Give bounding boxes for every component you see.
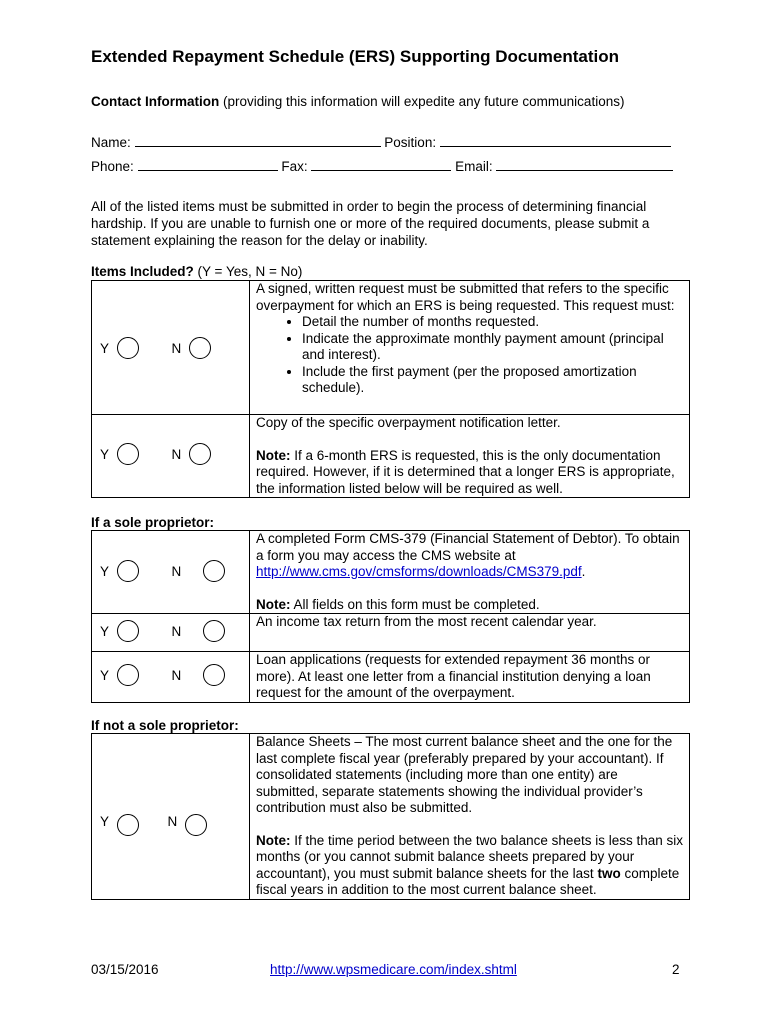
table-row (92, 531, 690, 614)
requirement-text: Loan applications (requests for extended repayment 36 months or more). At least one letter from a financial institution denying a loan request for the amount of the overpayment. (256, 652, 651, 700)
list-item: • Indicate the approximate monthly payment amount (principal and interest). (302, 331, 683, 364)
requirement-cell (250, 734, 690, 900)
yes-letter: Y (100, 667, 110, 683)
contact-note: (providing this information will expedite any future communications) (223, 94, 625, 109)
phone-label: Phone: (91, 159, 134, 174)
table-row (92, 734, 690, 900)
name-position-line (91, 135, 671, 150)
phone-field[interactable] (138, 159, 278, 171)
yes-radio[interactable] (117, 337, 139, 359)
note-text-before: If the time period between the two balance sheets is less than six months (or you cannot submit balance sheets prepared by your accountant), you must submit balance sheets for the last (256, 832, 683, 881)
requirement-list (256, 314, 683, 397)
table-row (92, 614, 690, 652)
requirement-cell (250, 531, 690, 614)
email-field[interactable] (496, 159, 673, 171)
fax-label: Fax: (281, 159, 308, 174)
requirement-intro: A signed, written request must be submitted that refers to the specific overpayment for which an ERS is being requested. This request must: (256, 281, 675, 313)
note-label: Note: (256, 596, 291, 612)
items-included-heading (91, 264, 302, 279)
intro-paragraph: All of the listed items must be submitted in order to begin the process of determining financial hardship. If you are unable to furnish one or more of the required documents, please submit a statement explaining the reason for the delay or inability. (91, 199, 650, 248)
contact-info-heading (91, 94, 624, 109)
yes-radio[interactable] (117, 664, 139, 686)
no-letter: N (171, 667, 182, 683)
contact-heading-label: Contact Information (91, 94, 220, 109)
yn-cell (92, 281, 250, 415)
sole-proprietor-heading: If a sole proprietor: (91, 515, 215, 530)
yn-cell (92, 652, 250, 703)
no-letter: N (171, 340, 182, 356)
name-field[interactable] (135, 135, 381, 147)
phone-fax-email-line (91, 159, 673, 174)
note-label: Note: (256, 447, 291, 463)
no-radio[interactable] (189, 337, 211, 359)
yn-choice (100, 620, 225, 642)
page-title: Extended Repayment Schedule (ERS) Supporting Documentation (91, 47, 619, 66)
yn-cell (92, 734, 250, 900)
list-item: • Detail the number of months requested. (302, 314, 683, 331)
note-label: Note: (256, 832, 291, 848)
yn-cell (92, 415, 250, 498)
yes-letter: Y (100, 340, 110, 356)
footer-date: 03/15/2016 (91, 962, 159, 977)
yn-choice (100, 664, 225, 686)
no-radio[interactable] (203, 560, 225, 582)
yn-choice (100, 443, 211, 465)
no-letter: N (171, 563, 182, 579)
requirement-text (256, 531, 683, 581)
no-radio[interactable] (203, 620, 225, 642)
requirement-note (256, 448, 683, 498)
no-radio[interactable] (203, 664, 225, 686)
position-field[interactable] (440, 135, 671, 147)
table-row (92, 415, 690, 498)
requirement-cell (250, 281, 690, 415)
yes-letter: Y (100, 446, 110, 462)
page-number: 2 (672, 962, 680, 977)
not-sole-proprietor-table (91, 733, 690, 900)
note-text: All fields on this form must be completed. (293, 596, 540, 612)
list-item: • Include the first payment (per the proposed amortization schedule). (302, 364, 683, 397)
requirement-cell (250, 614, 690, 652)
items-included-table (91, 280, 690, 498)
sole-proprietor-table (91, 530, 690, 703)
yn-cell (92, 614, 250, 652)
yn-cell (92, 531, 250, 614)
yn-choice (100, 560, 225, 582)
fax-field[interactable] (311, 159, 451, 171)
requirement-text: Balance Sheets – The most current balance sheet and the one for the last complete fiscal year (preferably prepared by your accountant). If consolidated statements (including more than one entity) are submitted, separate statements showing the individual provider’s contribution must also be submitted. (256, 734, 673, 815)
yes-radio[interactable] (117, 814, 139, 836)
requirement-text: Copy of the specific overpayment notification letter. (256, 415, 561, 430)
email-label: Email: (455, 159, 493, 174)
note-text: If a 6-month ERS is requested, this is the only documentation required. However, if it is determined that a longer ERS is appropriate, the information listed below will be required as well. (256, 447, 675, 496)
footer-link[interactable]: http://www.wpsmedicare.com/index.shtml (270, 962, 517, 977)
no-letter: N (167, 813, 178, 829)
link-suffix: . (581, 564, 586, 579)
yn-choice (100, 806, 207, 836)
table-row (92, 281, 690, 415)
requirement-cell (250, 652, 690, 703)
cms379-link[interactable]: http://www.cms.gov/cmsforms/downloads/CMS379.pdf (256, 564, 582, 579)
yes-radio[interactable] (117, 443, 139, 465)
yes-radio[interactable] (117, 560, 139, 582)
table-row (92, 652, 690, 703)
yes-letter: Y (100, 623, 110, 639)
requirement-note (256, 597, 683, 614)
position-label: Position: (384, 135, 437, 150)
yes-radio[interactable] (117, 620, 139, 642)
note-bold: two (597, 865, 621, 881)
no-letter: N (171, 623, 182, 639)
items-included-legend: (Y = Yes, N = No) (197, 264, 303, 279)
not-sole-proprietor-heading: If not a sole proprietor: (91, 718, 239, 733)
yes-letter: Y (100, 563, 110, 579)
cms379-text: A completed Form CMS-379 (Financial Statement of Debtor). To obtain a form you may access the CMS website at (256, 531, 680, 563)
requirement-note (256, 833, 683, 899)
yes-letter: Y (100, 813, 110, 829)
name-label: Name: (91, 135, 131, 150)
requirement-cell (250, 415, 690, 498)
no-radio[interactable] (189, 443, 211, 465)
no-radio[interactable] (185, 814, 207, 836)
requirement-text: An income tax return from the most recent calendar year. (256, 614, 597, 629)
yn-choice (100, 337, 211, 359)
items-included-label: Items Included? (91, 264, 194, 279)
note-text-after: complete fiscal years in addition to the most current balance sheet. (256, 865, 680, 897)
no-letter: N (171, 446, 182, 462)
